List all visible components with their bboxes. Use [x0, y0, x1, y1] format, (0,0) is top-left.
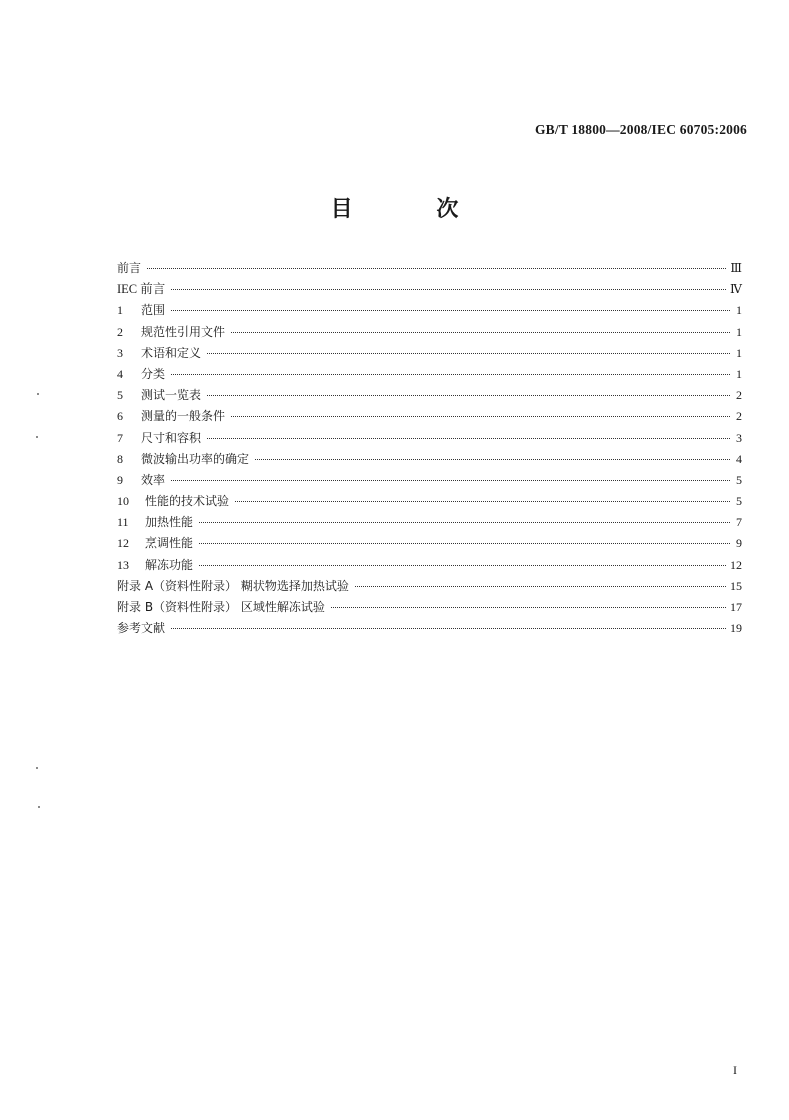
scan-speck — [36, 767, 38, 769]
toc-entry-13[interactable] — [117, 555, 742, 576]
toc-entry-12[interactable] — [117, 533, 742, 554]
toc-page-number: Ⅳ — [730, 282, 742, 297]
toc-page-number: 1 — [736, 366, 742, 381]
toc-section-number: 4 — [117, 366, 123, 381]
toc-entry-3[interactable] — [117, 343, 742, 364]
toc-section-number: 2 — [117, 324, 123, 339]
dot-leader — [199, 522, 730, 523]
toc-entry-9[interactable] — [117, 470, 742, 491]
dot-leader — [147, 268, 726, 269]
toc-label: 前言 — [117, 261, 142, 275]
toc-entry-8[interactable] — [117, 449, 742, 470]
toc-entry-annex-a[interactable] — [117, 576, 742, 597]
toc-page-number: 4 — [736, 451, 742, 466]
toc-entry-5[interactable] — [117, 385, 742, 406]
dot-leader — [331, 607, 726, 608]
toc-label: 烹调性能 — [145, 536, 194, 551]
toc-entry-1[interactable] — [117, 300, 742, 321]
toc-page-number: 19 — [730, 621, 742, 636]
toc-section-number: 7 — [117, 430, 123, 445]
toc-section-number: 13 — [117, 557, 129, 572]
dot-leader — [207, 395, 730, 396]
page-title: 目 次 — [330, 197, 497, 222]
toc-page-number: 3 — [736, 430, 742, 445]
toc-label: 解冻功能 — [145, 557, 194, 572]
toc-label: 规范性引用文件 — [141, 324, 226, 339]
toc-entry-10[interactable] — [117, 491, 742, 512]
toc-label: 尺寸和容积 — [141, 430, 202, 445]
toc-entry-11[interactable] — [117, 512, 742, 533]
toc-entry-2[interactable] — [117, 322, 742, 343]
scan-speck — [38, 806, 40, 808]
toc-label: 参考文献 — [117, 621, 166, 636]
toc-label: 范围 — [141, 303, 166, 318]
toc-page-number: 2 — [736, 409, 742, 424]
scan-speck — [37, 393, 39, 395]
toc-label: 附录 A（资料性附录） 糊状物选择加热试验 — [117, 578, 349, 593]
toc-page-number: 1 — [736, 324, 742, 339]
dot-leader — [355, 586, 726, 587]
dot-leader — [231, 416, 730, 417]
toc-section-number: 11 — [117, 515, 129, 530]
dot-leader — [171, 480, 730, 481]
toc-label: 分类 — [141, 366, 166, 381]
toc-section-number: 9 — [117, 472, 123, 487]
dot-leader — [235, 501, 730, 502]
toc-page-number: 9 — [736, 536, 742, 551]
toc-page-number: Ⅲ — [730, 261, 742, 275]
toc-entry-7[interactable] — [117, 428, 742, 449]
toc-label: 效率 — [141, 472, 166, 487]
toc-entry-4[interactable] — [117, 364, 742, 385]
toc-label: IEC 前言 — [117, 282, 166, 297]
toc-page-number: 12 — [730, 557, 742, 572]
toc-section-number: 1 — [117, 303, 123, 318]
toc-section-number: 12 — [117, 536, 129, 551]
toc-page-number: 1 — [736, 345, 742, 360]
dot-leader — [171, 374, 730, 375]
toc-label: 术语和定义 — [141, 345, 202, 360]
toc-entry-annex-b[interactable] — [117, 597, 742, 618]
toc-entry-iec-preface[interactable] — [117, 279, 742, 300]
toc-section-number: 10 — [117, 494, 129, 509]
dot-leader — [171, 289, 726, 290]
toc-label: 性能的技术试验 — [145, 494, 230, 509]
toc-section-number: 3 — [117, 345, 123, 360]
dot-leader — [231, 332, 730, 333]
toc-label: 加热性能 — [145, 515, 194, 530]
table-of-contents — [117, 258, 742, 639]
toc-section-number: 5 — [117, 388, 123, 403]
toc-page-number: 5 — [736, 494, 742, 509]
standard-number: GB/T 18800—2008/IEC 60705:2006 — [534, 122, 747, 137]
toc-label: 测试一览表 — [141, 388, 202, 403]
toc-entry-preface[interactable] — [117, 258, 742, 279]
dot-leader — [171, 310, 730, 311]
toc-page-number: 5 — [736, 472, 742, 487]
dot-leader — [199, 565, 726, 566]
toc-label: 附录 B（资料性附录） 区域性解冻试验 — [117, 600, 325, 614]
toc-page-number: 1 — [736, 303, 742, 318]
toc-page-number: 7 — [736, 515, 742, 530]
toc-entry-6[interactable] — [117, 406, 742, 427]
dot-leader — [207, 438, 730, 439]
toc-section-number: 8 — [117, 451, 123, 466]
dot-leader — [199, 543, 730, 544]
scan-speck — [36, 436, 38, 438]
page-number: I — [733, 1063, 737, 1077]
toc-entry-bibliography[interactable] — [117, 618, 742, 639]
dot-leader — [207, 353, 730, 354]
toc-page-number: 15 — [730, 578, 742, 593]
toc-page-number: 2 — [736, 388, 742, 403]
toc-page-number: 17 — [730, 600, 742, 614]
dot-leader — [255, 459, 730, 460]
toc-label: 测量的一般条件 — [141, 409, 226, 424]
dot-leader — [171, 628, 726, 629]
toc-label: 微波输出功率的确定 — [141, 451, 250, 466]
toc-section-number: 6 — [117, 409, 123, 424]
